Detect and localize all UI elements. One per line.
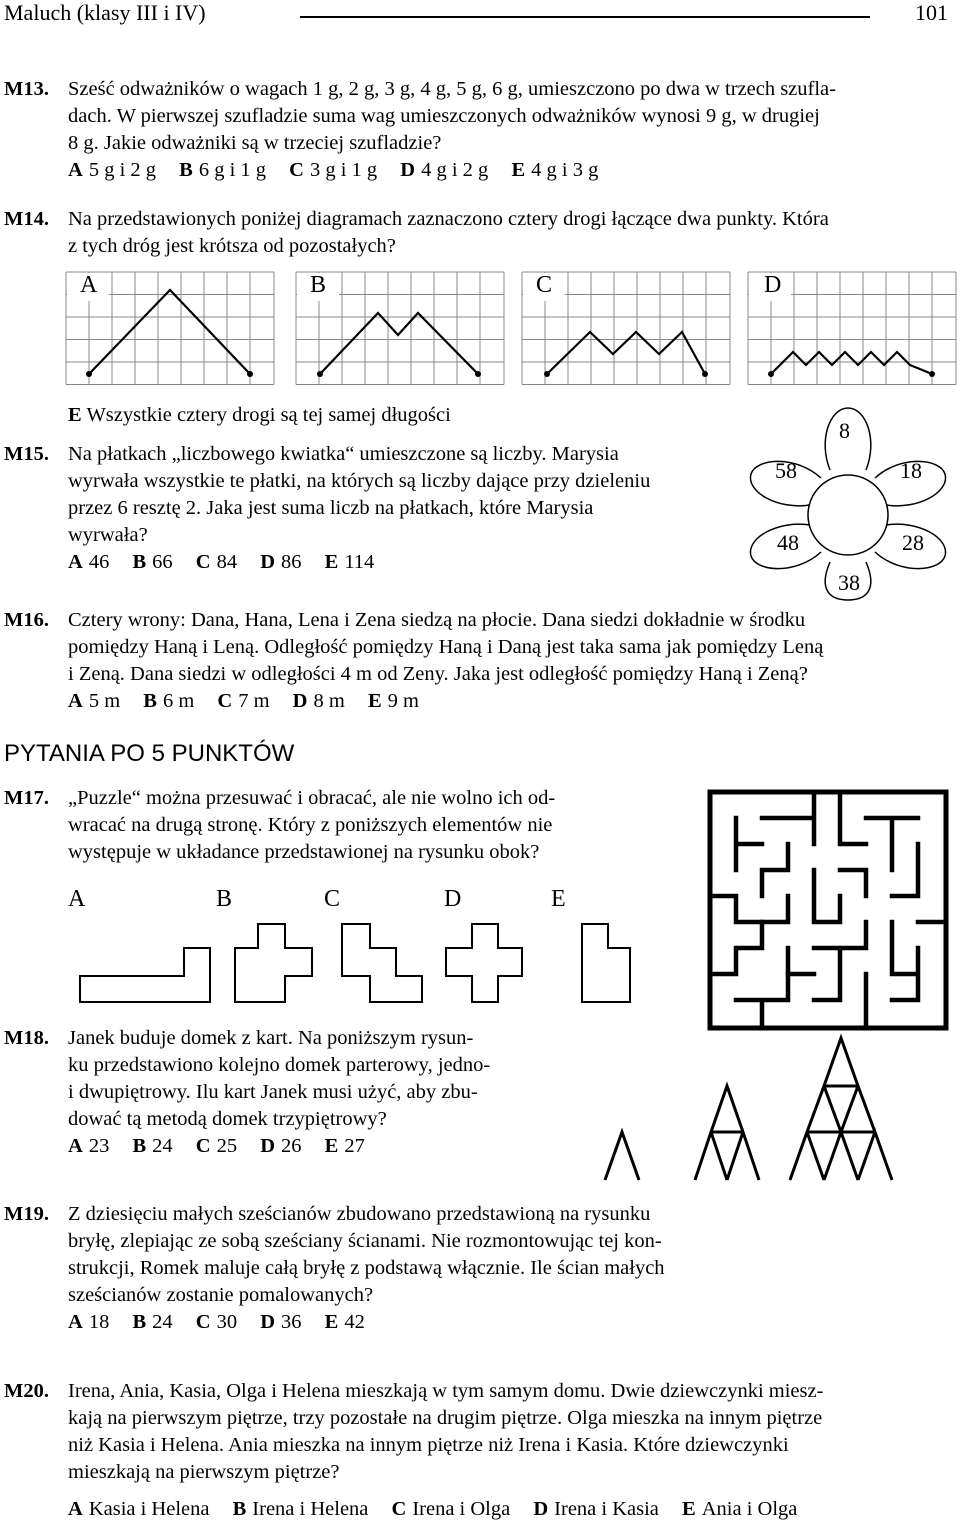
text-line: bryłę, zlepiając ze sobą sześciany ścianami. Nie rozmontowując tej kon-	[68, 1230, 662, 1252]
section-title: PYTANIA PO 5 PUNKTÓW	[4, 740, 295, 767]
problem-number-m14: M14.	[4, 208, 49, 230]
option-letter: D	[292, 690, 308, 712]
path-d	[771, 352, 932, 374]
option-text: 4 g i 3 g	[531, 159, 599, 181]
option-text: 24	[152, 1135, 173, 1157]
problem-m17-text	[68, 785, 634, 866]
text-line: ku przedstawiono kolejno domek parterowy, jedno-	[68, 1054, 491, 1076]
problem-number-m13: M13.	[4, 78, 49, 100]
option-text: Irena i Helena	[252, 1498, 369, 1520]
option-letter: A	[68, 551, 83, 573]
option-text: 42	[344, 1311, 365, 1333]
diagram-label-d: D	[764, 272, 782, 298]
option-letter: D	[260, 1135, 275, 1157]
diagram-label-c: C	[536, 272, 553, 298]
option-letter: B	[132, 1135, 147, 1157]
text-line: kają na pierwszym piętrze, trzy pozostałe na drugim piętrze. Olga mieszka na innym piętrze	[68, 1407, 823, 1429]
text-line: mieszkają na pierwszym piętrze?	[68, 1461, 340, 1483]
petal-label: 28	[902, 530, 924, 555]
petal-label: 18	[900, 458, 922, 483]
problem-m13-text	[68, 76, 956, 184]
problem-number-m17: M17.	[4, 787, 49, 809]
option-letter: D	[533, 1498, 549, 1520]
piece-b	[235, 924, 312, 1002]
option-letter: C	[195, 1311, 211, 1333]
option-text: 25	[216, 1135, 238, 1157]
option-text: Irena i Kasia	[554, 1498, 659, 1520]
text-line: występuje w układance przedstawionej na rysunku obok?	[68, 841, 540, 863]
option-letter: D	[400, 159, 416, 181]
text-line: wyrwała wszystkie te płatki, na których są liczby dające przy dzieleniu	[68, 470, 651, 492]
path-diagrams	[0, 268, 960, 398]
text-line: dować tą metodą domek trzypiętrowy?	[68, 1108, 387, 1130]
option-text: 84	[216, 551, 238, 573]
answer-options-m20	[68, 1496, 956, 1523]
option-text: 36	[281, 1311, 302, 1333]
house-two-floor	[790, 1038, 892, 1180]
option-text: Irena i Olga	[412, 1498, 511, 1520]
answer-options-m16	[68, 688, 956, 715]
flower-center	[808, 475, 888, 555]
diagram-label-a: A	[80, 272, 98, 298]
path-c	[547, 332, 705, 374]
problem-number-m20: M20.	[4, 1380, 49, 1402]
house-one-floor	[695, 1086, 759, 1180]
piece-e	[582, 924, 630, 1002]
problem-number-m16: M16.	[4, 609, 49, 631]
option-text: 7 m	[238, 690, 270, 712]
option-letter: D	[260, 1311, 275, 1333]
text-line: Na przedstawionych poniżej diagramach zaznaczono cztery drogi łączące dwa punkty. Która	[68, 208, 829, 230]
petal-label: 38	[838, 570, 860, 595]
problem-number-m15: M15.	[4, 443, 49, 465]
text-line: Cztery wrony: Dana, Hana, Lena i Zena siedzą na płocie. Dana siedzi dokładnie w środku	[68, 609, 806, 631]
petal-label: 58	[775, 458, 797, 483]
option-letter: A	[68, 159, 83, 181]
option-letter: C	[391, 1498, 407, 1520]
piece-c	[342, 924, 422, 1002]
option-text: 66	[152, 551, 173, 573]
answer-options-m15	[68, 549, 738, 576]
text-line: strukcji, Romek maluje całą bryłę z podstawą włącznie. Ile ścian małych	[68, 1257, 665, 1279]
petal-label: 48	[777, 530, 799, 555]
text-line: wracać na drugą stronę. Który z poniższych elementów nie	[68, 814, 553, 836]
option-e-m14	[68, 402, 451, 429]
answer-options-m19	[68, 1309, 772, 1336]
option-text: 9 m	[387, 690, 419, 712]
text-line: i Zeną. Dana siedzi w odległości 4 m od Zeny. Jaka jest odległość pomiędzy Haną i Zeną?	[68, 663, 808, 685]
option-text: 3 g i 1 g	[309, 159, 378, 181]
text-line: i dwupiętrowy. Ilu kart Janek musi użyć, aby zbu-	[68, 1081, 478, 1103]
option-text: 86	[281, 551, 302, 573]
option-letter: C	[289, 159, 304, 181]
text-line: „Puzzle“ można przesuwać i obracać, ale nie wolno ich od-	[68, 787, 556, 809]
text-line: wyrwała?	[68, 524, 148, 546]
option-letter: E	[68, 404, 82, 426]
option-letter: E	[511, 159, 526, 181]
option-letter: E	[324, 1135, 339, 1157]
piece-label-e: E	[551, 886, 566, 912]
problem-m14-text	[68, 206, 956, 260]
piece-label-a: A	[68, 886, 86, 912]
puzzle-pieces	[60, 880, 660, 1010]
option-letter: A	[68, 1311, 83, 1333]
option-letter: A	[68, 1135, 83, 1157]
option-text: 8 m	[313, 690, 345, 712]
option-letter: D	[260, 551, 275, 573]
text-line: Sześć odważników o wagach 1 g, 2 g, 3 g, 4 g, 5 g, 6 g, umieszczono po dwa w trzech szufla-	[68, 78, 836, 100]
running-header-title: Maluch (klasy III i IV)	[4, 0, 206, 25]
option-letter: B	[179, 159, 193, 181]
option-text: Wszystkie cztery drogi są tej samej długości	[86, 404, 451, 426]
option-letter: B	[132, 1311, 147, 1333]
option-letter: E	[367, 690, 382, 712]
option-letter: E	[324, 1311, 339, 1333]
answer-options-m18	[68, 1133, 576, 1160]
option-text: 26	[281, 1135, 302, 1157]
option-letter: E	[324, 551, 339, 573]
problem-m15-text	[68, 441, 738, 576]
text-line: 8 g. Jakie odważniki są w trzeciej szufladzie?	[68, 132, 442, 154]
option-text: Kasia i Helena	[88, 1498, 210, 1520]
page-number: 101	[915, 0, 948, 25]
text-line: pomiędzy Haną i Leną. Odległość pomiędzy Haną i Daną jest taka sama jak pomiędzy Leną	[68, 636, 824, 658]
text-line: dach. W pierwszej szufladzie suma wag umieszczonych odważników wynosi 9 g, w drugiej	[68, 105, 820, 127]
problem-number-m19: M19.	[4, 1203, 49, 1225]
number-flower	[740, 400, 950, 600]
text-line: przez 6 resztę 2. Jaka jest suma liczb na płatkach, które Marysia	[68, 497, 594, 519]
option-text: 46	[88, 551, 110, 573]
option-text: Ania i Olga	[701, 1498, 798, 1520]
piece-d	[446, 924, 522, 1002]
header-rule	[300, 16, 870, 18]
option-text: 6 g i 1 g	[198, 159, 267, 181]
option-text: 4 g i 2 g	[421, 159, 489, 181]
text-line: Z dziesięciu małych sześcianów zbudowano przedstawioną na rysunku	[68, 1203, 651, 1225]
option-letter: E	[682, 1498, 696, 1520]
piece-label-b: B	[216, 886, 233, 912]
option-text: 18	[88, 1311, 110, 1333]
piece-a	[80, 948, 210, 1002]
option-text: 24	[152, 1311, 173, 1333]
path-b	[320, 313, 478, 374]
problem-m20-text	[68, 1378, 956, 1523]
text-line: sześcianów zostanie pomalowanych?	[68, 1284, 374, 1306]
text-line: Na płatkach „liczbowego kwiatka“ umieszczone są liczby. Marysia	[68, 443, 619, 465]
option-letter: A	[68, 1498, 83, 1520]
piece-label-c: C	[324, 886, 341, 912]
option-letter: A	[68, 690, 83, 712]
option-text: 5 g i 2 g	[88, 159, 157, 181]
option-letter: C	[195, 551, 211, 573]
option-letter: C	[217, 690, 233, 712]
problem-m18-text	[68, 1025, 576, 1160]
option-text: 23	[88, 1135, 110, 1157]
option-letter: B	[232, 1498, 247, 1520]
option-text: 6 m	[162, 690, 195, 712]
problem-number-m18: M18.	[4, 1027, 49, 1049]
problem-m16-text	[68, 607, 956, 715]
diagram-label-b: B	[310, 272, 327, 298]
text-line: niż Kasia i Helena. Ania mieszka na innym piętrze niż Irena i Kasia. Które dziewczynki	[68, 1434, 789, 1456]
option-text: 30	[216, 1311, 238, 1333]
option-letter: B	[143, 690, 157, 712]
text-line: Janek buduje domek z kart. Na poniższym rysun-	[68, 1027, 474, 1049]
option-letter: B	[132, 551, 147, 573]
path-a	[89, 290, 250, 374]
option-text: 114	[344, 551, 375, 573]
house-ground	[605, 1132, 639, 1180]
option-letter: C	[195, 1135, 211, 1157]
problem-m19-text	[68, 1201, 772, 1336]
card-houses	[595, 1028, 955, 1188]
puzzle-assembly	[708, 790, 948, 1030]
option-text: 27	[344, 1135, 365, 1157]
option-text: 5 m	[88, 690, 121, 712]
answer-options-m13	[68, 157, 956, 184]
piece-label-d: D	[444, 886, 462, 912]
text-line: Irena, Ania, Kasia, Olga i Helena mieszkają w tym samym domu. Dwie dziewczynki miesz-	[68, 1380, 824, 1402]
petal-label: 8	[839, 418, 850, 443]
text-line: z tych dróg jest krótsza od pozostałych?	[68, 235, 396, 257]
